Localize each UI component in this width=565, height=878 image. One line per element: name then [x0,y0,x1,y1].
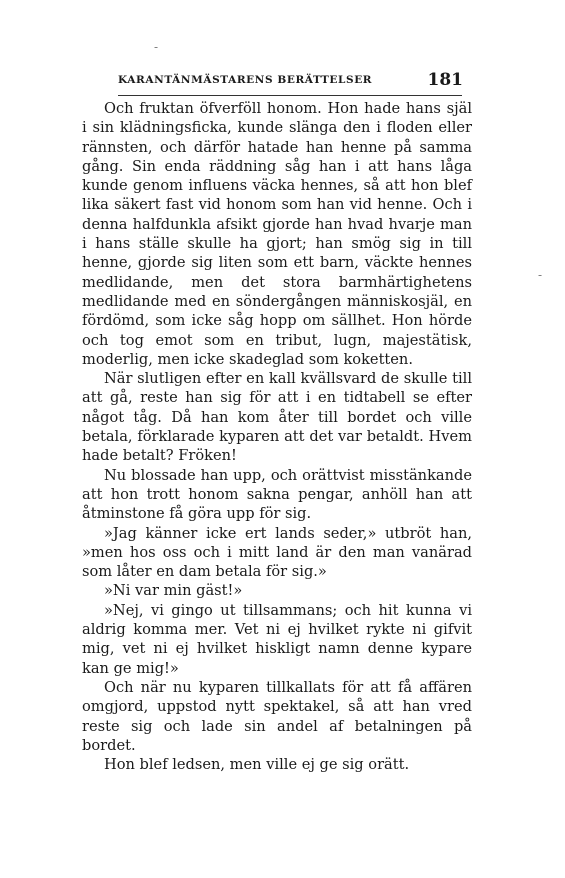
paragraph: »Nej, vi gingo ut tillsammans; och hit kunna vi aldrig komma mer. Vet ni ej hvilket rykte ni gifvit mig, vet ni ej hvilket hiskligt namn denne kypare kan ge mig!» [82,601,472,677]
scan-speck: - [154,40,159,54]
header-rule [118,95,462,96]
page-number: 181 [427,70,463,90]
running-head: KARANTÄNMÄSTARENS BERÄTTELSER [118,74,373,86]
paragraph: Nu blossade han upp, och orättvist misstänkande att hon trott honom sakna pengar, anhöll han att åtminstone få göra upp för sig. [82,466,472,523]
paragraph: Och när nu kyparen tillkallats för att få affären omgjord, uppstod nytt spektakel, så att han vred reste sig och lade sin andel af betalningen på bordet. [82,678,472,754]
paragraph: »Ni var min gäst!» [104,582,243,600]
paragraph: »Jag känner icke ert lands seder,» utbröt han, »men hos oss och i mitt land är den man vanärad som låter en dam betala för sig.» [82,524,472,581]
body-text [82,99,472,774]
paragraph: Och fruktan öfverföll honom. Hon hade hans själ i sin klädningsficka, kunde slänga den i floden eller rännsten, och därför hatade han henne på samma gång. Sin enda räddning såg han i att hans låga kunde genom influens väcka hennes, så att hon blef lika säkert fast vid honom som han vid henne. Och i denna halfdunkla afsikt gjorde han hvad hvarje man i hans ställe skulle ha gjort; han smög sig in till henne, gjorde sig liten som ett barn, väckte hennes medlidande, men det stora barmhärtighetens medlidande med en söndergången människosjäl, en fördömd, som icke såg hopp om sällhet. Hon hörde och tog emot som en tribut, lugn, majestätisk, moderlig, men icke skadeglad som koketten. [82,100,472,368]
scan-speck: - [538,268,543,282]
page-header [118,70,463,92]
paragraph: När slutligen efter en kall kvällsvard de skulle till att gå, reste han sig för att i en tidtabell se efter något tåg. Då han kom åter till bordet och ville betala, förklarade kyparen att det var betaldt. Hvem hade betalt? Fröken! [82,370,472,465]
paragraph: Hon blef ledsen, men ville ej ge sig orätt. [104,756,410,774]
